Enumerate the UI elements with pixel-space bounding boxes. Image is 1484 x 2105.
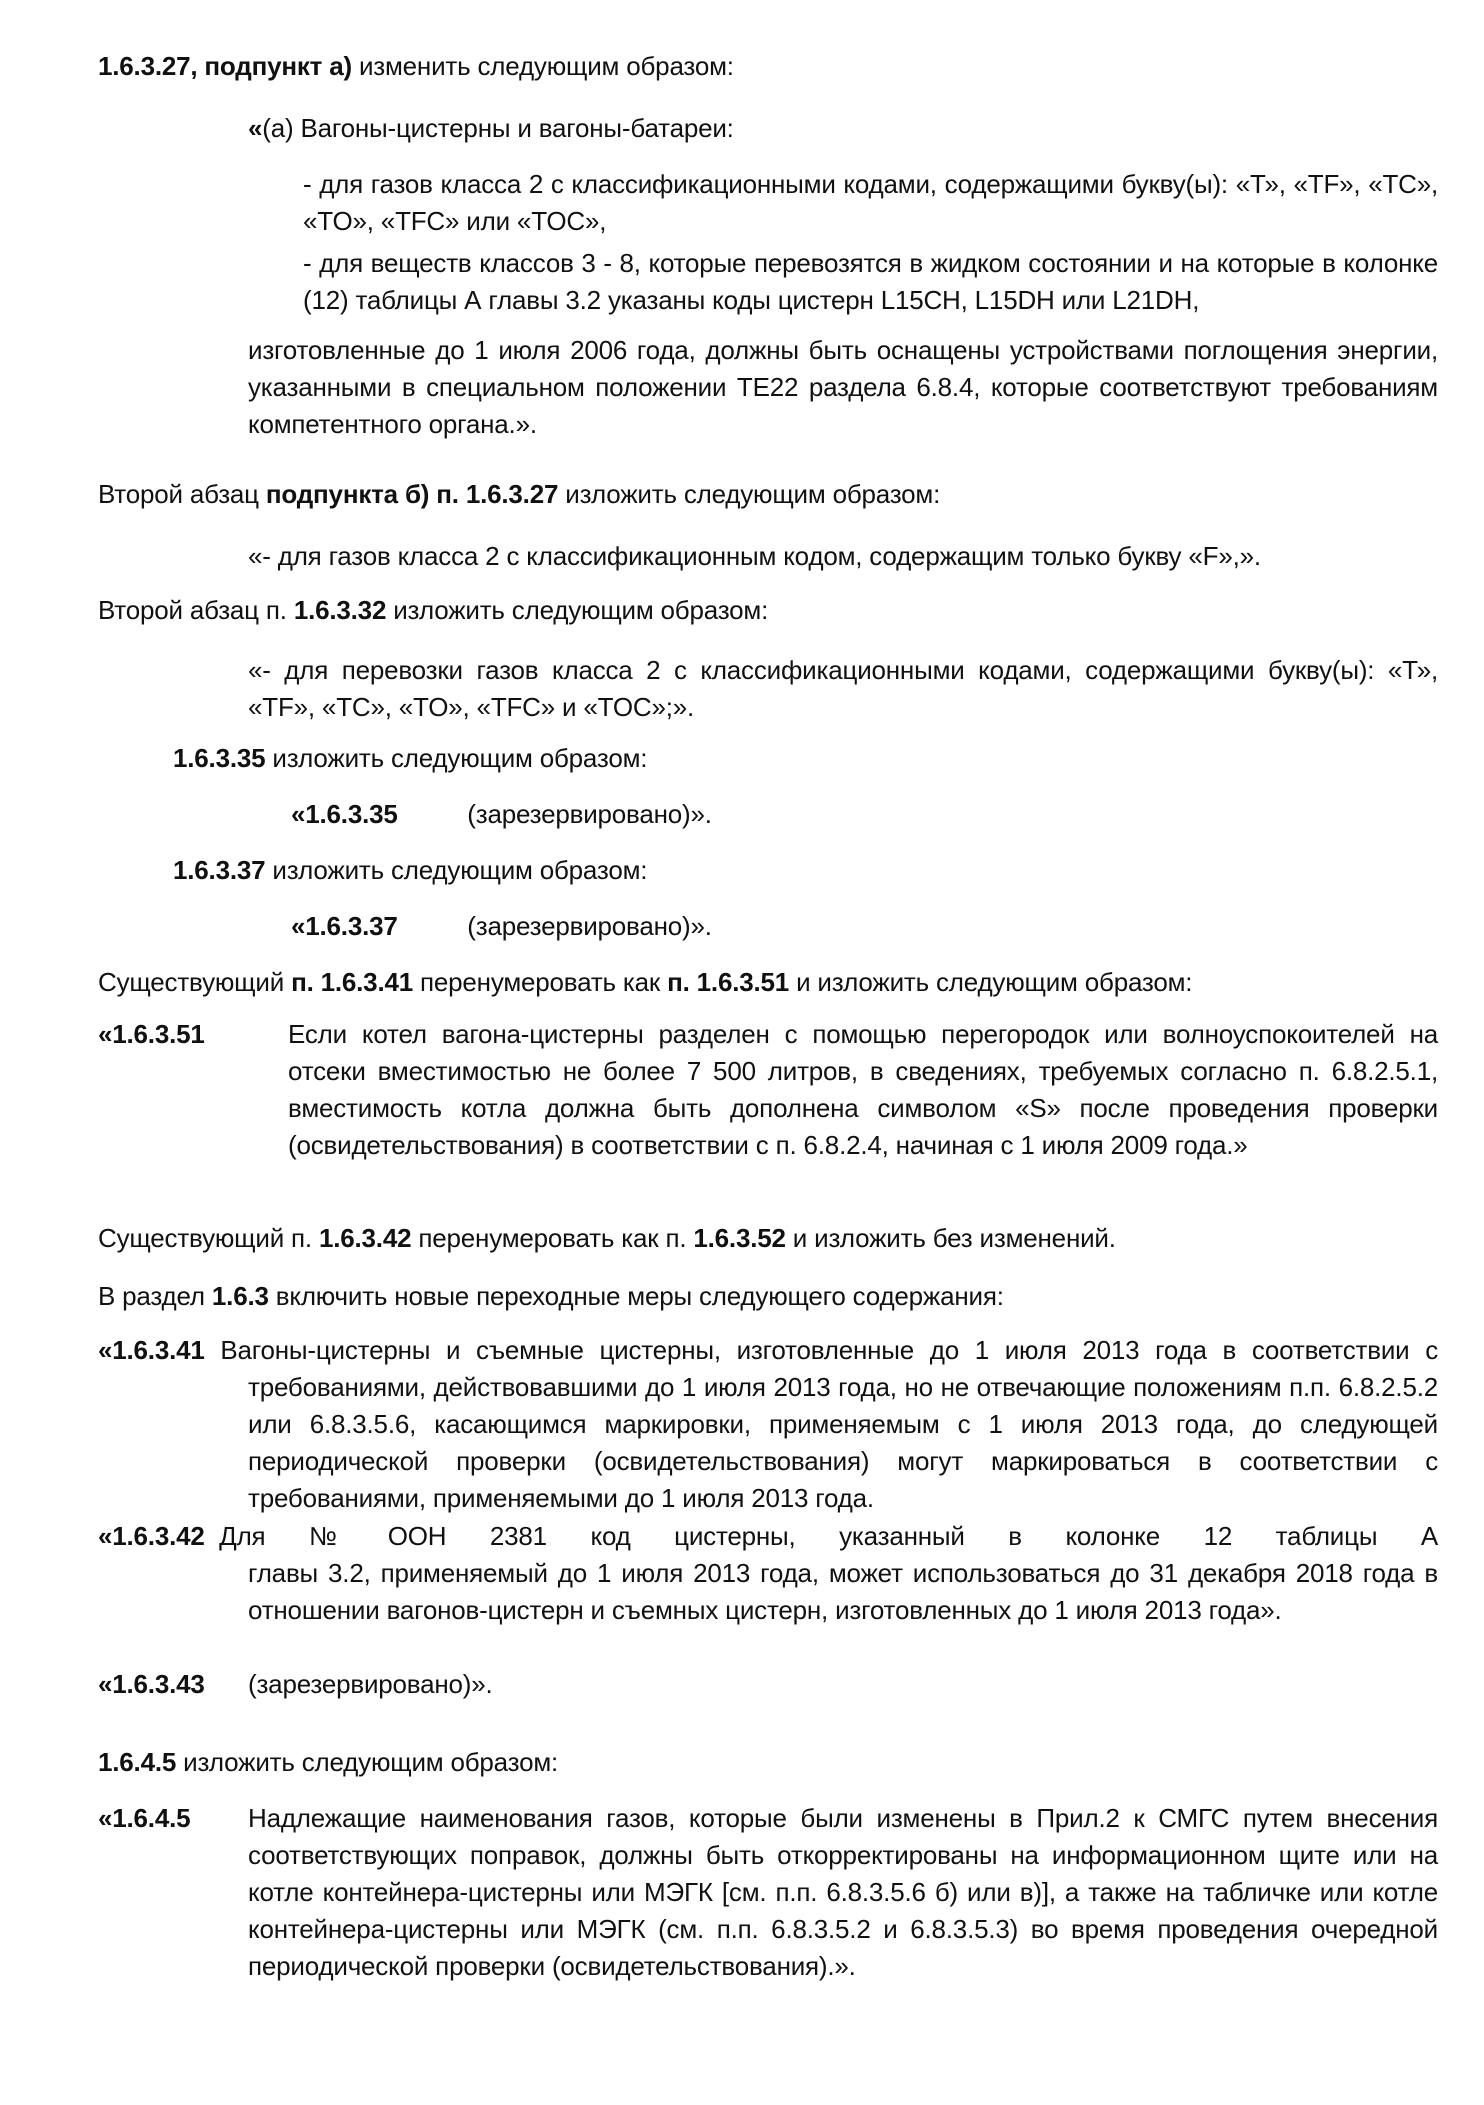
text: Существующий п. xyxy=(98,1223,319,1253)
paragraph-1-6-3-37 xyxy=(173,852,1438,889)
section-ref: 1.6.3 xyxy=(211,1281,269,1311)
quote-1-6-3-32: «- для перевозки газов класса 2 с классификационными кодами, содержащими букву(ы): «Т», «TF», «TC», «TO», «TFC» и «TOC»;». xyxy=(248,655,1438,722)
section-ref: 1.6.3.35 xyxy=(305,799,398,829)
text: (зарезервировано)». xyxy=(467,799,712,829)
open-quote: « xyxy=(98,1019,113,1049)
quote-body: требованиями, действовавшими до 1 июля 2013 года, но не отвечающие положениям п.п. 6.8.2.5.2 или 6.8.3.5.6, касающимся маркировки, применяемым с 1 июля 2013 года, до следующей периодической проверки (освидетельствования) могут маркироваться в соответствии с требованиями, применяемыми до 1 июля 2013 года. xyxy=(248,1372,1438,1513)
first-line xyxy=(98,1332,1438,1369)
paragraph-renumber-1-6-3-42 xyxy=(98,1220,1438,1257)
text: изложить следующим образом: xyxy=(265,743,648,773)
section-ref: 1.6.4.5 xyxy=(112,1803,191,1833)
text: перенумеровать как п. xyxy=(411,1223,694,1253)
paragraph-1-6-3-27-a xyxy=(98,48,1438,85)
quote-1-6-3-27-b: «- для газов класса 2 с классификационным кодом, содержащим только букву «F»,». xyxy=(248,541,1261,571)
text: Существующий xyxy=(98,967,292,997)
text: перенумеровать как xyxy=(413,967,668,997)
open-quote: « xyxy=(291,799,306,829)
text: и изложить без изменений. xyxy=(785,1223,1116,1253)
first-line xyxy=(98,1518,1438,1555)
paragraph-renumber-1-6-3-41 xyxy=(98,964,1438,1001)
paragraph-1-6-4-5 xyxy=(98,1744,1438,1781)
section-ref: 1.6.3.52 xyxy=(693,1223,786,1253)
section-ref: 1.6.3.37 xyxy=(305,911,398,941)
section-ref: 1.6.3.51 xyxy=(112,1019,205,1049)
text: и изложить следующим образом: xyxy=(789,967,1193,997)
open-quote: « xyxy=(98,1803,113,1833)
text: Второй абзац xyxy=(98,479,266,509)
paragraph-new-transitional xyxy=(98,1278,1438,1315)
open-quote: « xyxy=(248,113,263,143)
text: изложить следующим образом: xyxy=(386,595,769,625)
paragraph-1-6-3-27-b xyxy=(98,476,1438,513)
quote-1-6-3-35 xyxy=(291,796,1438,833)
quote-body: Если котел вагона-цистерны разделен с помощью перегородок или волноуспокоителей на отсеки вместимостью не более 7 500 литров, в сведениях, требуемых согласно п. 6.8.2.5.1, вместимость котла должна быть дополнена символом «S» после проведения проверки (освидетельствования) в соответствии с п. 6.8.2.4, начиная с 1 июля 2009 года.» xyxy=(288,1019,1438,1160)
text: Для № ООН 2381 код цистерны, указанный в колонке 12 таблицы А xyxy=(219,1521,1439,1551)
quote-body: (зарезервировано)». xyxy=(248,1669,493,1699)
item-a-substances: - для веществ классов 3 - 8, которые перевозятся в жидком состоянии и на которые в колонке (12) таблицы А главы 3.2 указаны коды цистерн L15CH, L15DH или L21DH, xyxy=(303,248,1438,315)
quote-body: Надлежащие наименования газов, которые были изменены в Прил.2 к СМГС путем внесения соответствующих поправок, должны быть откорректированы на информационном щите или на котле контейнера-цистерны или МЭГК [см. п.п. 6.8.3.5.6 б) или в)], а также на табличке или котле контейнера-цистерны или МЭГК (см. п.п. 6.8.3.5.2 и 6.8.3.5.3) во время проведения очередной периодической проверки (освидетельствования).». xyxy=(248,1803,1438,1981)
text: (зарезервировано)». xyxy=(467,911,712,941)
paragraph-text: изменить следующим образом: xyxy=(351,51,734,81)
quote-body: главы 3.2, применяемый до 1 июля 2013 года, может использоваться до 31 декабря 2018 года в отношении вагонов-цистерн и съемных цистерн, изготовленных до 1 июля 2013 года». xyxy=(248,1558,1438,1625)
paragraph-1-6-3-32 xyxy=(98,592,1438,629)
open-quote: « xyxy=(98,1669,113,1699)
item-a-gases: - для газов класса 2 с классификационными кодами, содержащими букву(ы): «Т», «TF», «TC», «TO», «TFC» или «TOC», xyxy=(303,169,1438,236)
text: изложить следующим образом: xyxy=(176,1747,559,1777)
item-a-heading xyxy=(248,110,1438,147)
open-quote: « xyxy=(98,1335,113,1365)
item-a-conclusion: изготовленные до 1 июля 2006 года, должны быть оснащены устройствами поглощения энергии, указанными в специальном положении ТЕ22 раздела 6.8.4, которые соответствуют требованиям компетентного органа.». xyxy=(248,335,1438,439)
section-ref: 1.6.4.5 xyxy=(98,1747,177,1777)
section-ref: подпункта б) п. 1.6.3.27 xyxy=(265,479,559,509)
paragraph-1-6-3-35 xyxy=(173,740,1438,777)
section-ref: 1.6.3.43 xyxy=(112,1669,205,1699)
paragraph-text: (а) Вагоны-цистерны и вагоны-батареи: xyxy=(262,113,734,143)
section-ref: 1.6.3.41 xyxy=(112,1335,205,1365)
section-ref: 1.6.3.42 xyxy=(112,1521,205,1551)
section-ref: п. 1.6.3.51 xyxy=(667,967,790,997)
open-quote: « xyxy=(291,911,306,941)
section-ref: 1.6.3.32 xyxy=(293,595,387,625)
open-quote: « xyxy=(98,1521,113,1551)
quote-1-6-3-37 xyxy=(291,908,1438,945)
text: изложить следующим образом: xyxy=(558,479,941,509)
section-ref: 1.6.3.27, подпункт а) xyxy=(98,51,352,81)
text: Вагоны-цистерны и съемные цистерны, изготовленные до 1 июля 2013 года в соответствии с xyxy=(220,1335,1438,1365)
section-ref: п. 1.6.3.41 xyxy=(291,967,413,997)
text: Второй абзац п. xyxy=(98,595,294,625)
section-ref: 1.6.3.35 xyxy=(173,743,266,773)
section-ref: 1.6.3.37 xyxy=(173,855,266,885)
section-ref: 1.6.3.42 xyxy=(318,1223,412,1253)
text: В раздел xyxy=(98,1281,212,1311)
text: включить новые переходные меры следующего содержания: xyxy=(268,1281,1004,1311)
text: изложить следующим образом: xyxy=(265,855,648,885)
